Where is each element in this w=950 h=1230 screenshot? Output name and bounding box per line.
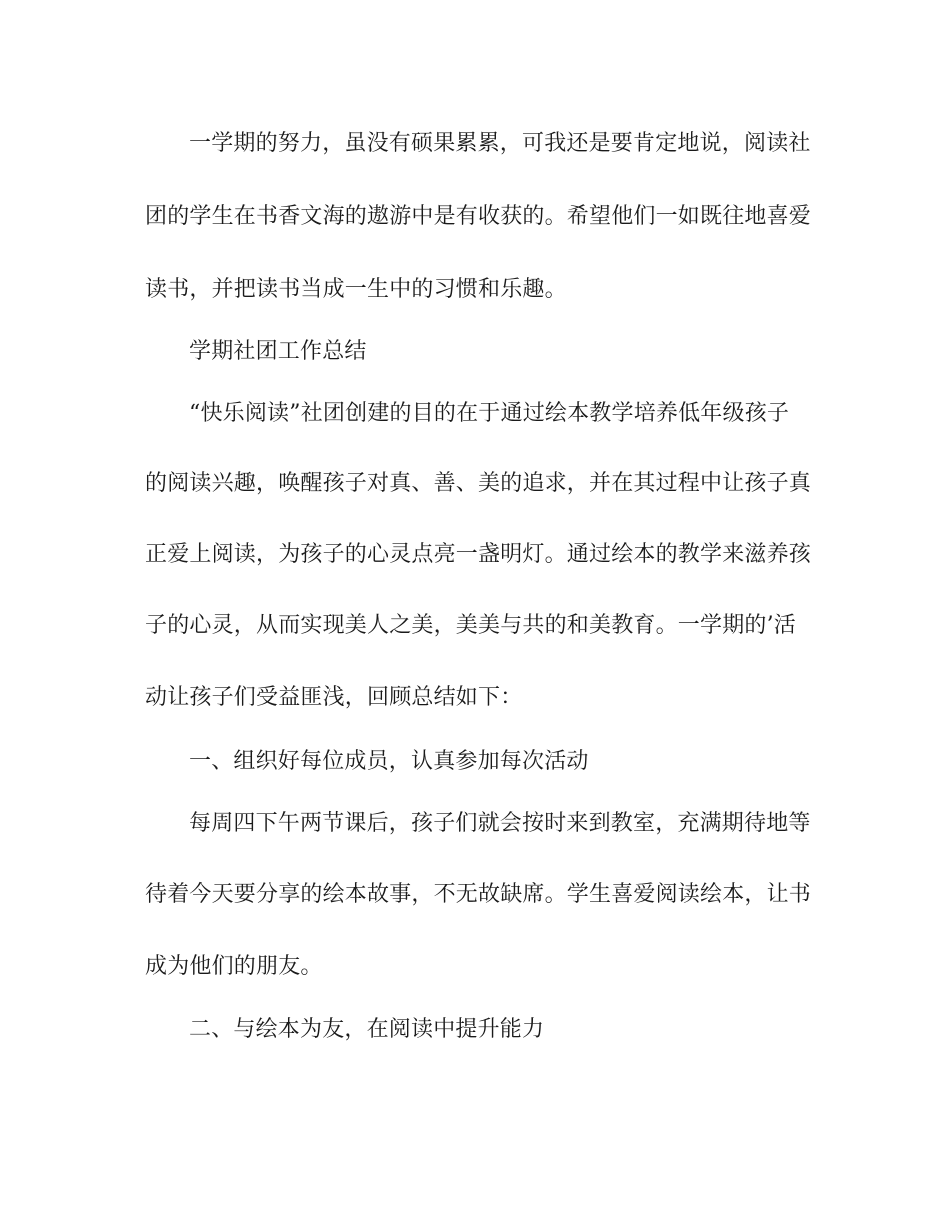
paragraph-line: 每周四下午两节课后，孩子们就会按时来到教室，充满期待地等 xyxy=(189,811,811,836)
section-heading: 学期社团工作总结 xyxy=(189,339,367,364)
paragraph-line: 动让孩子们受益匪浅，回顾总结如下： xyxy=(145,685,523,710)
paragraph-line: “快乐阅读”社团创建的目的在于通过绘本教学培养低年级孩子 xyxy=(189,401,790,426)
paragraph-line: 的阅读兴趣，唤醒孩子对真、善、美的追求，并在其过程中让孩子真 xyxy=(145,471,812,496)
paragraph-line: 一学期的努力，虽没有硕果累累，可我还是要肯定地说，阅读社 xyxy=(189,131,811,156)
paragraph-line: 团的学生在书香文海的遨游中是有收获的。希望他们一如既往地喜爱 xyxy=(145,204,812,229)
paragraph-line: 读书，并把读书当成一生中的习惯和乐趣。 xyxy=(145,277,567,302)
paragraph-line: 成为他们的朋友。 xyxy=(145,954,323,979)
paragraph-line: 待着今天要分享的绘本故事，不无故缺席。学生喜爱阅读绘本，让书 xyxy=(145,882,812,907)
section-heading: 一、组织好每位成员，认真参加每次活动 xyxy=(189,749,589,774)
paragraph-line: 正爱上阅读，为孩子的心灵点亮一盏明灯。通过绘本的教学来滋养孩 xyxy=(145,542,812,567)
paragraph-line: 子的心灵，从而实现美人之美，美美与共的和美教育。一学期的’活 xyxy=(145,613,796,638)
section-heading: 二、与绘本为友，在阅读中提升能力 xyxy=(189,1017,545,1042)
